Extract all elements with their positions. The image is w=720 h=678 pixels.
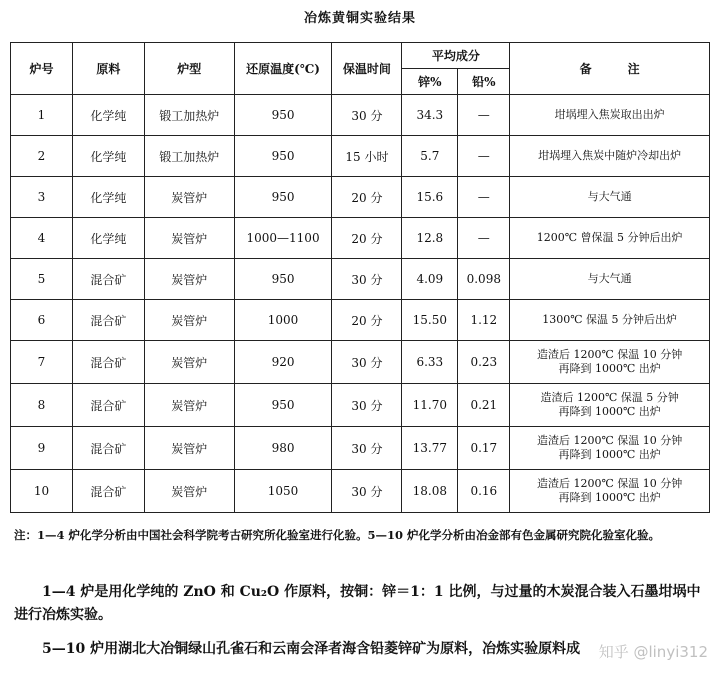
cell-lead: 0.17 — [458, 427, 510, 470]
body-paragraph-1: 1—4 炉是用化学纯的 ZnO 和 Cu₂O 作原料，按铜：锌＝1：1 比例，与过量的木炭混合装入石墨坩埚中进行冶炼实验。 — [14, 584, 701, 623]
cell-zinc: 18.08 — [402, 470, 458, 513]
cell-material: 化学纯 — [72, 136, 144, 177]
cell-no: 6 — [11, 300, 73, 341]
cell-temp: 1000—1100 — [234, 218, 332, 259]
table-row — [11, 95, 710, 136]
cell-temp: 980 — [234, 427, 332, 470]
body-paragraph-2: 5—10 炉用湖北大冶铜绿山孔雀石和云南会泽者海含铅菱锌矿为原料，冶炼实验原料成 — [42, 641, 581, 657]
cell-zinc: 11.70 — [402, 384, 458, 427]
cell-time: 15 小时 — [332, 136, 402, 177]
cell-remark: 造渣后 1200℃ 保温 10 分钟 再降到 1000℃ 出炉 — [510, 427, 710, 470]
cell-time: 30 分 — [332, 427, 402, 470]
cell-material: 混合矿 — [72, 300, 144, 341]
header-furnace-no: 炉号 — [11, 43, 73, 95]
header-furnace-type: 炉型 — [144, 43, 234, 95]
table-row — [11, 136, 710, 177]
table-row — [11, 384, 710, 427]
table-row — [11, 300, 710, 341]
cell-no: 5 — [11, 259, 73, 300]
cell-remark: 与大气通 — [510, 177, 710, 218]
cell-zinc: 15.50 — [402, 300, 458, 341]
table-title: 冶炼黄铜实验结果 — [303, 11, 416, 26]
cell-furnace: 炭管炉 — [144, 177, 234, 218]
cell-zinc: 15.6 — [402, 177, 458, 218]
header-avg-composition: 平均成分 — [402, 43, 510, 69]
cell-time: 30 分 — [332, 384, 402, 427]
cell-zinc: 4.09 — [402, 259, 458, 300]
cell-furnace: 炭管炉 — [144, 384, 234, 427]
cell-remark: 坩埚埋入焦炭取出出炉 — [510, 95, 710, 136]
cell-material: 混合矿 — [72, 341, 144, 384]
table-row — [11, 341, 710, 384]
header-holding-time: 保温时间 — [332, 43, 402, 95]
cell-time: 30 分 — [332, 341, 402, 384]
cell-no: 8 — [11, 384, 73, 427]
cell-no: 9 — [11, 427, 73, 470]
cell-furnace: 锻工加热炉 — [144, 95, 234, 136]
cell-no: 1 — [11, 95, 73, 136]
header-zinc: 锌% — [402, 69, 458, 95]
cell-furnace: 炭管炉 — [144, 259, 234, 300]
table-row — [11, 259, 710, 300]
cell-furnace: 炭管炉 — [144, 427, 234, 470]
cell-temp: 950 — [234, 136, 332, 177]
cell-lead: 0.23 — [458, 341, 510, 384]
cell-lead: 0.21 — [458, 384, 510, 427]
cell-furnace: 炭管炉 — [144, 218, 234, 259]
cell-lead: 1.12 — [458, 300, 510, 341]
table-row — [11, 427, 710, 470]
cell-no: 10 — [11, 470, 73, 513]
table-row — [11, 177, 710, 218]
table-row — [11, 218, 710, 259]
cell-temp: 1000 — [234, 300, 332, 341]
cell-temp: 920 — [234, 341, 332, 384]
cell-temp: 1050 — [234, 470, 332, 513]
cell-time: 20 分 — [332, 300, 402, 341]
cell-remark: 1200℃ 曾保温 5 分钟后出炉 — [510, 218, 710, 259]
cell-material: 化学纯 — [72, 218, 144, 259]
cell-material: 化学纯 — [72, 95, 144, 136]
cell-time: 20 分 — [332, 177, 402, 218]
cell-lead: — — [458, 218, 510, 259]
cell-time: 20 分 — [332, 218, 402, 259]
cell-remark: 与大气通 — [510, 259, 710, 300]
cell-furnace: 炭管炉 — [144, 341, 234, 384]
cell-material: 化学纯 — [72, 177, 144, 218]
cell-remark: 造渣后 1200℃ 保温 10 分钟 再降到 1000℃ 出炉 — [510, 470, 710, 513]
cell-lead: 0.16 — [458, 470, 510, 513]
cell-furnace: 炭管炉 — [144, 300, 234, 341]
cell-zinc: 5.7 — [402, 136, 458, 177]
table-row — [11, 470, 710, 513]
cell-zinc: 13.77 — [402, 427, 458, 470]
cell-temp: 950 — [234, 384, 332, 427]
cell-material: 混合矿 — [72, 259, 144, 300]
cell-time: 30 分 — [332, 470, 402, 513]
cell-lead: — — [458, 95, 510, 136]
cell-remark: 坩埚埋入焦炭中随炉冷却出炉 — [510, 136, 710, 177]
cell-temp: 950 — [234, 177, 332, 218]
cell-furnace: 炭管炉 — [144, 470, 234, 513]
cell-no: 7 — [11, 341, 73, 384]
cell-material: 混合矿 — [72, 470, 144, 513]
cell-temp: 950 — [234, 95, 332, 136]
cell-remark: 造渣后 1200℃ 保温 10 分钟 再降到 1000℃ 出炉 — [510, 341, 710, 384]
cell-no: 2 — [11, 136, 73, 177]
cell-lead: — — [458, 177, 510, 218]
table-footnote: 注：1—4 炉化学分析由中国社会科学院考古研究所化验室进行化验。5—10 炉化学分析由冶金部有色金属研究院化验室化验。 — [14, 528, 661, 542]
cell-lead: 0.098 — [458, 259, 510, 300]
cell-zinc: 6.33 — [402, 341, 458, 384]
cell-material: 混合矿 — [72, 427, 144, 470]
cell-temp: 950 — [234, 259, 332, 300]
cell-time: 30 分 — [332, 95, 402, 136]
cell-lead: — — [458, 136, 510, 177]
header-reduction-temp: 还原温度(℃) — [234, 43, 332, 95]
cell-no: 4 — [11, 218, 73, 259]
header-remarks: 备 注 — [510, 43, 710, 95]
results-table — [10, 42, 710, 513]
cell-material: 混合矿 — [72, 384, 144, 427]
cell-time: 30 分 — [332, 259, 402, 300]
header-lead: 铅% — [458, 69, 510, 95]
cell-furnace: 锻工加热炉 — [144, 136, 234, 177]
cell-remark: 造渣后 1200℃ 保温 5 分钟 再降到 1000℃ 出炉 — [510, 384, 710, 427]
cell-no: 3 — [11, 177, 73, 218]
cell-zinc: 34.3 — [402, 95, 458, 136]
cell-zinc: 12.8 — [402, 218, 458, 259]
cell-remark: 1300℃ 保温 5 分钟后出炉 — [510, 300, 710, 341]
header-material: 原料 — [72, 43, 144, 95]
watermark: 知乎 @linyi312 — [598, 643, 708, 661]
